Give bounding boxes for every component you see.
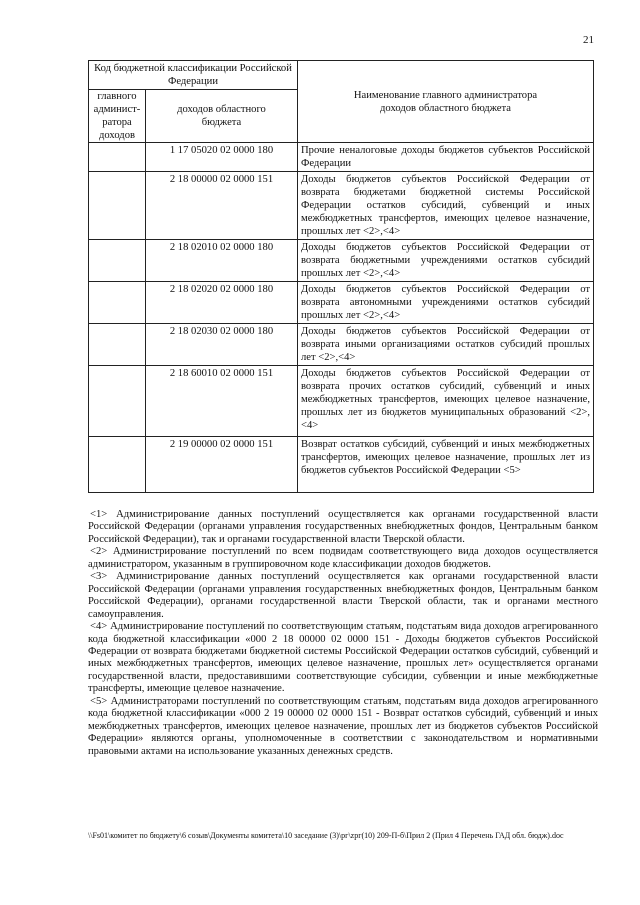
- admin-cell: [89, 240, 146, 282]
- admin-name: Доходы бюджетов субъектов Российской Федерации от возврата бюджетами бюджетной системы Российской Федерации остатков субсидий, субвенций и иных межбюджетных трансфертов, имеющих целевое назначение, прошлых лет <2>,<4>: [298, 172, 594, 240]
- admin-cell: [89, 143, 146, 172]
- income-code: 2 18 60010 02 0000 151: [146, 366, 298, 437]
- income-code: 1 17 05020 02 0000 180: [146, 143, 298, 172]
- admin-name: Доходы бюджетов субъектов Российской Федерации от возврата бюджетными учреждениями остатков субсидий прошлых лет <2>,<4>: [298, 240, 594, 282]
- admin-name: Доходы бюджетов субъектов Российской Федерации от возврата иными организациями остатков субсидий прошлых лет <2>,<4>: [298, 324, 594, 366]
- budget-classification-table: [88, 60, 594, 493]
- header-name: Наименование главного администратора доходов областного бюджета: [298, 61, 594, 143]
- admin-cell: [89, 282, 146, 324]
- table-row: [89, 366, 594, 437]
- income-code: 2 18 02020 02 0000 180: [146, 282, 298, 324]
- table-row: [89, 324, 594, 366]
- admin-cell: [89, 172, 146, 240]
- document-file-path: \\Fs01\комитет по бюджету\6 созыв\Документы комитета\10 заседание (3)\рг\zрг(10) 209-П-б\Прил 2 (Прил 4 Перечень ГАД обл. бюдж).doc: [88, 831, 564, 840]
- header-admin: главного админист-ратора доходов: [89, 90, 146, 143]
- admin-name: Прочие неналоговые доходы бюджетов субъектов Российской Федерации: [298, 143, 594, 172]
- income-code: 2 19 00000 02 0000 151: [146, 437, 298, 493]
- table-row: [89, 282, 594, 324]
- income-code: 2 18 00000 02 0000 151: [146, 172, 298, 240]
- admin-name: Доходы бюджетов субъектов Российской Федерации от возврата прочих остатков субсидий, субвенций и иных межбюджетных трансфертов, имеющих целевое назначение, прошлых лет из бюджетов муниципальных образований <2>,<4>: [298, 366, 594, 437]
- footnote-1: <1> Администрирование данных поступлений осуществляется как органами государственной власти Российской Федерации (органами управления государственных внебюджетных фондов, Центральным банком Российской Федерации), так и органами государственной власти Тверской области.: [88, 509, 598, 545]
- admin-cell: [89, 437, 146, 493]
- footnote-4: <4> Администрирование поступлений по соответствующим статьям, подстатьям вида доходов агрегированного кода бюджетной классификации «000 2 18 00000 02 0000 151 - Доходы бюджетов субъектов Российской Федерации от возврата бюджетами бюджетной системы Российской Федерации остатков субсидий, субвенций и иных межбюджетных трансфертов, имеющих целевое назначение, прошлых лет» осуществляется органами государственной власти, предоставившими соответствующие субсидии, субвенции и иные межбюджетные трансферты, имеющие целевое назначение.: [88, 621, 598, 695]
- header-code-group: Код бюджетной классификации Российской Федерации: [89, 61, 298, 90]
- page-number: 21: [583, 34, 594, 46]
- table-row: [89, 437, 594, 493]
- table-row: [89, 240, 594, 282]
- footnote-3: <3> Администрирование данных поступлений осуществляется как органами государственной власти Российской Федерации (органами управления государственных внебюджетных фондов, Центральным банком Российской Федерации), органами государственной власти Тверской области, так и органами местного самоуправления.: [88, 571, 598, 620]
- admin-cell: [89, 366, 146, 437]
- footnote-5: <5> Администраторами поступлений по соответствующим статьям, подстатьям вида доходов агрегированного кода бюджетной классификации «000 2 19 00000 02 0000 151 - Возврат остатков субсидий, субвенций и иных межбюджетных трансфертов, имеющих целевое назначение, прошлых лет из бюджетов субъектов Российской Федерации» являются органы, уполномоченные в соответствии с законодательством и нормативными правовыми актами на использование указанных денежных средств.: [88, 695, 598, 757]
- income-code: 2 18 02030 02 0000 180: [146, 324, 298, 366]
- admin-cell: [89, 324, 146, 366]
- table-row: [89, 172, 594, 240]
- income-code: 2 18 02010 02 0000 180: [146, 240, 298, 282]
- admin-name: Доходы бюджетов субъектов Российской Федерации от возврата автономными учреждениями остатков субсидий прошлых лет <2>,<4>: [298, 282, 594, 324]
- table-row: [89, 143, 594, 172]
- header-income: доходов областного бюджета: [146, 90, 298, 143]
- footnote-2: <2> Администрирование поступлений по всем подвидам соответствующего вида доходов осуществляется администратором, указанным в группировочном коде классификации доходов бюджетов.: [88, 546, 598, 570]
- admin-name: Возврат остатков субсидий, субвенций и иных межбюджетных трансфертов, имеющих целевое назначение, прошлых лет из бюджетов субъектов Российской Федерации <5>: [298, 437, 594, 493]
- footnotes: [88, 509, 598, 758]
